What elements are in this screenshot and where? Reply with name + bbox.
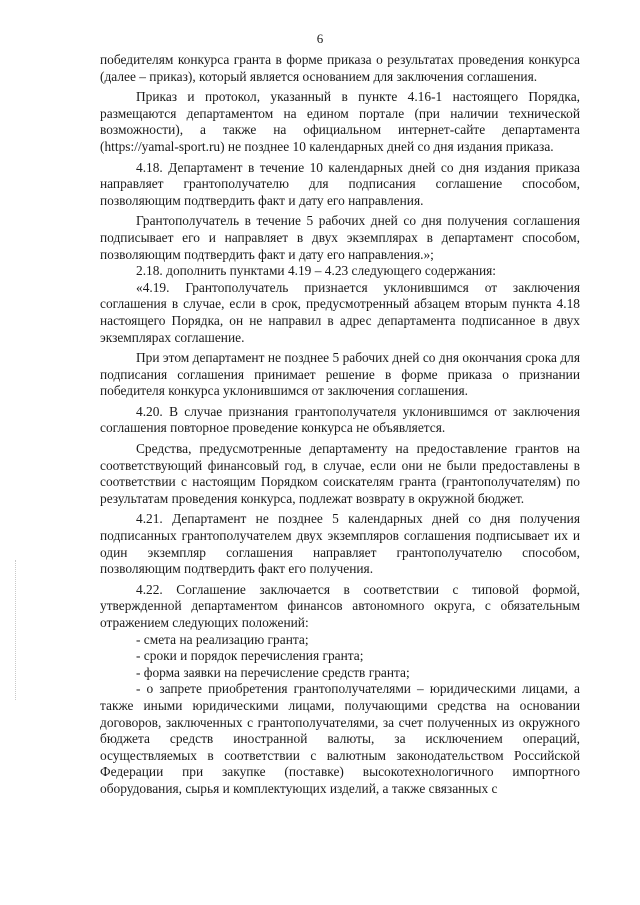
paragraph-6: «4.19. Грантополучатель признается уклонившимся от заключения соглашения в случае, если в срок, предусмотренный абзацем вторым пункта 4.18 настоящего Порядка, он не направил в адрес департамента подписанное в двух экземплярах соглашение.: [100, 279, 580, 345]
paragraph-11: 4.22. Соглашение заключается в соответствии с типовой формой, утвержденной департаментом финансов автономного округа, с обязательным отражением следующих положений:: [100, 581, 580, 630]
list-item-1: - смета на реализацию гранта;: [136, 631, 309, 647]
paragraph-3: 4.18. Департамент в течение 10 календарных дней со дня издания приказа направляет грантополучателю для подписания соглашение способом, позволяющим подтвердить факт и дату его направления.: [100, 159, 580, 208]
page-number: 6: [316, 31, 324, 46]
paragraph-5: 2.18. дополнить пунктами 4.19 – 4.23 следующего содержания:: [136, 263, 497, 279]
paragraph-2: Приказ и протокол, указанный в пункте 4.16-1 настоящего Порядка, размещаются департаментом на едином портале (при наличии технической возможности), а также на официальном интернет-сайте департамента (https://yamal-sport.ru) не позднее 10 календарных дней со дня издания приказа.: [100, 89, 580, 154]
document-body: [100, 52, 580, 798]
scan-margin-artifact: [15, 560, 18, 700]
list-item-3: - форма заявки на перечисление средств гранта;: [136, 664, 410, 680]
list-item-4: - о запрете приобретения грантополучателями – юридическими лицами, а также иными юридическими лицами, получающими средства на основании договоров, заключенных с грантополучателями, за счет полученных из окружного бюджета средств иностранной валюты, за исключением операций, осуществляемых в соответствии с валютным законодательством Российской Федерации при закупке (поставке) высокотехнологичного импортного оборудования, сырья и комплектующих изделий, а также связанных с: [100, 681, 580, 796]
paragraph-10: 4.21. Департамент не позднее 5 календарных дней со дня получения подписанных грантополучателем двух экземпляров соглашения подписывает их и один экземпляр соглашения направляет грантополучателю способом, позволяющим подтвердить факт его получения.: [100, 511, 580, 577]
paragraph-7: При этом департамент не позднее 5 рабочих дней со дня окончания срока для подписания соглашения принимает решение в форме приказа о признании победителя конкурса уклонившимся от заключения соглашения.: [100, 350, 580, 399]
paragraph-9: Средства, предусмотренные департаменту на предоставление грантов на соответствующий финансовый год, в случае, если они не были предоставлены в соответствии с настоящим Порядком соискателям гранта (грантополучателям) по результатам проведения конкурса, подлежат возврату в окружной бюджет.: [100, 441, 580, 506]
paragraph-1: победителям конкурса гранта в форме приказа о результатах проведения конкурса (далее – приказ), который является основанием для заключения соглашения.: [100, 52, 580, 84]
paragraph-8: 4.20. В случае признания грантополучателя уклонившимся от заключения соглашения повторное проведение конкурса не объявляется.: [100, 403, 580, 436]
paragraph-4: Грантополучатель в течение 5 рабочих дней со дня получения соглашения подписывает его и направляет в двух экземплярах в департамент способом, позволяющим подтвердить факт и дату его направления.»;: [100, 213, 580, 262]
list-item-2: - сроки и порядок перечисления гранта;: [136, 648, 364, 664]
